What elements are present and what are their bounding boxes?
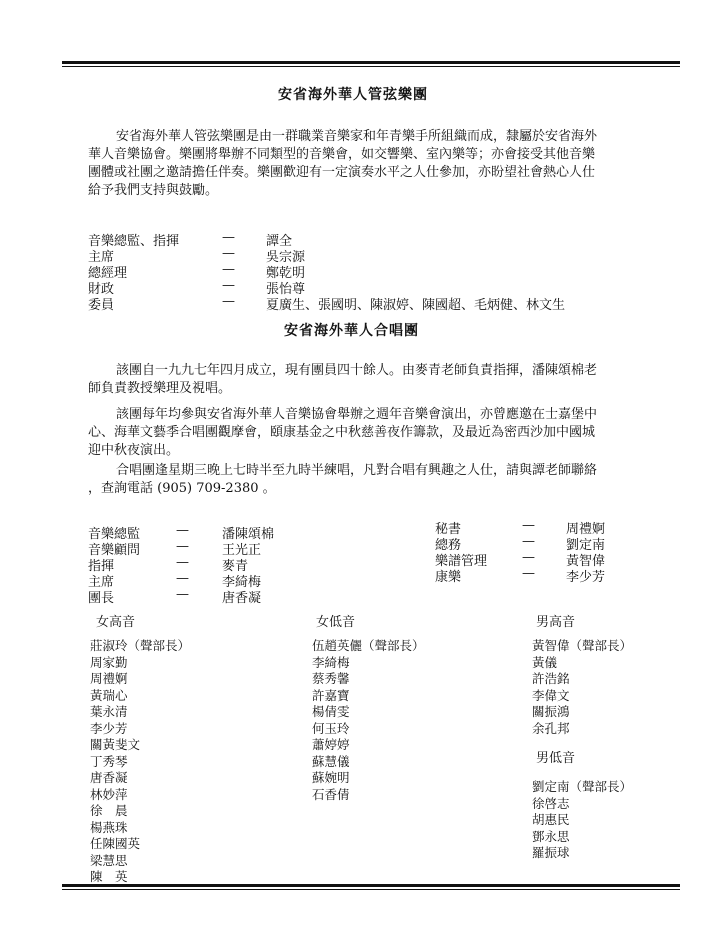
member-name: 徐啓志: [532, 795, 570, 811]
staff-dash: —: [176, 571, 189, 586]
staff-name: 潘陳頌棉: [222, 527, 275, 542]
member-name: 石香倩: [312, 786, 350, 802]
bass-heading: 男低音: [536, 751, 576, 766]
choir-paragraph-line: 合唱團逢星期三晚上七時半至九時半練唱，凡對合唱有興趣之人仕，請與譚老師聯絡: [116, 463, 598, 478]
staff-name: 譚全: [266, 234, 293, 249]
staff-dash: —: [522, 518, 535, 533]
staff-role: 音樂總監、指揮: [88, 234, 180, 249]
member-name: 關黃斐文: [90, 737, 141, 752]
orchestra-paragraph-line: 安省海外華人管弦樂團是由一群職業音樂家和年青樂手所組織而成，隸屬於安省海外: [116, 129, 598, 144]
tenor-roster: [532, 638, 632, 737]
staff-dash: —: [176, 587, 189, 602]
staff-role: 樂譜管理: [435, 554, 488, 569]
staff-role: 指揮: [88, 559, 115, 574]
member-name: 余孔邦: [532, 720, 570, 736]
member-name: 關振鴻: [532, 704, 570, 719]
soprano-heading: 女高音: [96, 615, 136, 630]
member-name: 周家勤: [90, 654, 128, 670]
member-name: 黃瑞心: [90, 687, 128, 703]
orchestra-paragraph-line: 團體或社團之邀請擔任伴奏。樂團歡迎有一定演奏水平之人仕參加，亦盼望社會熱心人仕: [88, 165, 596, 180]
member-name: 胡惠民: [532, 812, 570, 827]
alto-roster: [312, 638, 425, 803]
staff-dash: —: [176, 523, 189, 538]
staff-dash: —: [522, 566, 535, 581]
choir-paragraph-3: [88, 462, 670, 498]
staff-name: 李少芳: [566, 570, 606, 585]
member-name: 楊倩雯: [312, 704, 350, 719]
member-name: 丁秀琴: [90, 753, 128, 769]
member-name: 黃智偉（聲部長）: [532, 638, 633, 653]
staff-role: 音樂總監: [88, 527, 141, 542]
bass-roster: [532, 779, 632, 862]
member-name: 蔡秀馨: [312, 671, 350, 686]
tenor-heading: 男高音: [536, 615, 576, 630]
member-name: 伍趙英儷（聲部長）: [312, 638, 425, 653]
bottom-rule-thin: [62, 889, 680, 890]
choir-paragraph-line: 心、海華文藝季合唱團觀摩會，頤康基金之中秋慈善夜作籌款，及最近為密西沙加中國城: [88, 425, 596, 440]
staff-role: 總經理: [88, 266, 128, 281]
staff-role: 總務: [435, 538, 462, 553]
staff-role: 財政: [88, 282, 115, 297]
member-name: 楊燕珠: [90, 819, 128, 835]
staff-name: 劉定南: [566, 538, 606, 553]
member-name: 蕭婷婷: [312, 737, 350, 752]
choir-paragraph-line: 迎中秋夜演出。: [88, 443, 180, 458]
choir-title: 安省海外華人合唱團: [284, 323, 419, 339]
staff-role: 主席: [88, 575, 115, 590]
member-name: 梁慧思: [90, 852, 128, 868]
staff-role: 主席: [88, 250, 115, 265]
staff-name: 夏廣生、張國明、陳淑婷、陳國超、毛炳健、林文生: [266, 298, 566, 313]
staff-role: 康樂: [435, 570, 462, 585]
member-name: 何玉玲: [312, 720, 350, 736]
staff-name: 周禮婀: [566, 522, 606, 537]
staff-dash: —: [176, 539, 189, 554]
staff-dash: —: [522, 534, 535, 549]
staff-name: 唐香凝: [222, 591, 262, 606]
member-name: 莊淑玲（聲部長）: [90, 638, 191, 653]
staff-dash: —: [222, 294, 235, 309]
choir-paragraph-2: [88, 406, 670, 460]
staff-name: 麥青: [222, 559, 249, 574]
member-name: 羅振球: [532, 845, 570, 860]
member-name: 葉永清: [90, 704, 128, 719]
top-rule-thin: [62, 66, 680, 67]
member-name: 鄧永思: [532, 828, 570, 844]
staff-role: 秘書: [435, 522, 462, 537]
member-name: 許嘉寶: [312, 687, 350, 703]
member-name: 劉定南（聲部長）: [532, 779, 633, 794]
orchestra-paragraph-line: 華人音樂協會。樂團將舉辦不同類型的音樂會，如交響樂、室內樂等；亦會接受其他音樂: [88, 147, 596, 162]
orchestra-paragraph-line: 給予我們支持與鼓勵。: [88, 183, 219, 198]
staff-role: 團長: [88, 591, 115, 606]
staff-name: 王光正: [222, 543, 262, 558]
member-name: 周禮婀: [90, 671, 128, 686]
member-name: 李少芳: [90, 720, 128, 736]
staff-name: 黃智偉: [566, 554, 606, 569]
choir-paragraph-line: 該團自一九九七年四月成立，現有團員四十餘人。由麥青老師負責指揮，潘陳頌棉老: [116, 363, 598, 378]
member-name: 蘇婉明: [312, 770, 350, 785]
member-name: 徐 晨: [90, 803, 128, 818]
orchestra-paragraph: [88, 128, 670, 200]
staff-dash: —: [222, 230, 235, 245]
member-name: 許浩銘: [532, 671, 570, 686]
staff-dash: —: [176, 555, 189, 570]
staff-name: 李綺梅: [222, 575, 262, 590]
choir-paragraph-line: 該團每年均參與安省海外華人音樂協會舉辦之週年音樂會演出，亦曾應邀在士嘉堡中: [116, 407, 598, 422]
orchestra-title: 安省海外華人管弦樂團: [278, 87, 428, 103]
staff-name: 鄭乾明: [266, 266, 306, 281]
top-rule-thick: [62, 61, 680, 64]
bottom-rule-thick: [62, 884, 680, 887]
member-name: 唐香凝: [90, 770, 128, 785]
member-name: 黃儀: [532, 654, 558, 670]
choir-paragraph-1: [88, 362, 670, 398]
choir-paragraph-line: 師負責教授樂理及視唱。: [88, 381, 232, 396]
member-name: 蘇慧儀: [312, 753, 350, 769]
staff-dash: —: [522, 550, 535, 565]
staff-dash: —: [222, 246, 235, 261]
alto-heading: 女低音: [316, 615, 356, 630]
staff-dash: —: [222, 278, 235, 293]
staff-name: 吳宗源: [266, 250, 306, 265]
member-name: 林妙萍: [90, 786, 128, 802]
staff-name: 張怡尊: [266, 282, 306, 297]
member-name: 李綺梅: [312, 654, 350, 670]
member-name: 任陳國英: [90, 836, 141, 851]
choir-paragraph-line: ，查詢電話 (905) 709-2380 。: [88, 481, 276, 496]
soprano-roster: [90, 638, 190, 886]
staff-dash: —: [222, 262, 235, 277]
member-name: 陳 英: [90, 869, 128, 884]
staff-role: 音樂顧問: [88, 543, 141, 558]
staff-role: 委員: [88, 298, 115, 313]
member-name: 李偉文: [532, 687, 570, 703]
